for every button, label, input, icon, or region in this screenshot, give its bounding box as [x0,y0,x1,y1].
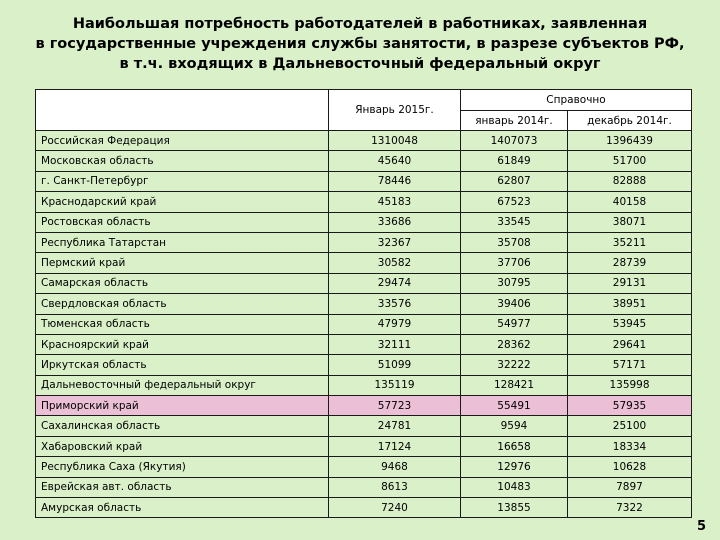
value-jan-2014: 28362 [461,334,568,354]
region-cell: Тюменская область [36,314,329,334]
title-line-2: в государственные учреждения службы занятости, в разрезе субъектов РФ, [35,36,685,52]
value-dec-2014: 1396439 [568,131,692,151]
value-jan-2015: 24781 [329,416,461,436]
value-jan-2014: 33545 [461,212,568,232]
header-dec-2014: декабрь 2014г. [568,111,692,131]
table-row [36,334,692,354]
value-jan-2014: 1407073 [461,131,568,151]
value-jan-2014: 16658 [461,436,568,456]
value-dec-2014: 40158 [568,192,692,212]
header-region-cell [36,90,329,131]
table-row [36,131,692,151]
region-cell: Пермский край [36,253,329,273]
table-row [36,416,692,436]
region-cell: Иркутская область [36,355,329,375]
value-dec-2014: 7322 [568,498,692,518]
region-cell: Московская область [36,151,329,171]
table-row [36,253,692,273]
value-dec-2014: 53945 [568,314,692,334]
table-row [36,232,692,252]
value-dec-2014: 38071 [568,212,692,232]
table-row [36,151,692,171]
value-jan-2015: 30582 [329,253,461,273]
value-jan-2015: 32367 [329,232,461,252]
region-cell: Сахалинская область [36,416,329,436]
value-dec-2014: 29641 [568,334,692,354]
value-jan-2015: 57723 [329,396,461,416]
value-jan-2014: 39406 [461,294,568,314]
table-row [36,396,692,416]
header-jan-2014: январь 2014г. [461,111,568,131]
value-dec-2014: 25100 [568,416,692,436]
value-jan-2015: 7240 [329,498,461,518]
value-jan-2015: 9468 [329,457,461,477]
region-cell: г. Санкт-Петербург [36,171,329,191]
value-jan-2014: 67523 [461,192,568,212]
region-cell: Красноярский край [36,334,329,354]
header-jan-2015: Январь 2015г. [329,90,461,131]
region-cell: Приморский край [36,396,329,416]
value-jan-2015: 45183 [329,192,461,212]
value-jan-2014: 13855 [461,498,568,518]
region-cell: Российская Федерация [36,131,329,151]
region-cell: Республика Татарстан [36,232,329,252]
value-jan-2014: 62807 [461,171,568,191]
region-cell: Ростовская область [36,212,329,232]
header-reference: Справочно [461,90,692,111]
value-jan-2014: 54977 [461,314,568,334]
slide-title [20,14,700,74]
table-row [36,192,692,212]
value-dec-2014: 82888 [568,171,692,191]
value-dec-2014: 10628 [568,457,692,477]
value-dec-2014: 57171 [568,355,692,375]
region-cell: Свердловская область [36,294,329,314]
value-jan-2015: 78446 [329,171,461,191]
title-line-1: Наибольшая потребность работодателей в работниках, заявленная [72,16,648,32]
value-jan-2014: 35708 [461,232,568,252]
value-jan-2015: 32111 [329,334,461,354]
value-jan-2015: 47979 [329,314,461,334]
value-jan-2014: 30795 [461,273,568,293]
value-dec-2014: 51700 [568,151,692,171]
region-cell: Дальневосточный федеральный округ [36,375,329,395]
title-line-3: в т.ч. входящих в Дальневосточный федеральный округ [119,56,601,72]
table-row [36,436,692,456]
value-jan-2015: 1310048 [329,131,461,151]
table-row [36,375,692,395]
value-jan-2015: 135119 [329,375,461,395]
value-dec-2014: 35211 [568,232,692,252]
region-cell: Самарская область [36,273,329,293]
value-jan-2015: 33576 [329,294,461,314]
value-dec-2014: 135998 [568,375,692,395]
value-jan-2014: 61849 [461,151,568,171]
table-row [36,273,692,293]
value-jan-2014: 12976 [461,457,568,477]
table-row [36,457,692,477]
value-jan-2015: 29474 [329,273,461,293]
value-jan-2014: 128421 [461,375,568,395]
value-jan-2014: 32222 [461,355,568,375]
value-jan-2015: 33686 [329,212,461,232]
value-jan-2014: 55491 [461,396,568,416]
value-jan-2015: 8613 [329,477,461,497]
value-dec-2014: 28739 [568,253,692,273]
value-jan-2014: 37706 [461,253,568,273]
table-row [36,498,692,518]
table-row [36,294,692,314]
value-jan-2015: 45640 [329,151,461,171]
table-row [36,171,692,191]
value-jan-2015: 51099 [329,355,461,375]
table-row [36,477,692,497]
value-dec-2014: 29131 [568,273,692,293]
value-jan-2015: 17124 [329,436,461,456]
region-cell: Хабаровский край [36,436,329,456]
table-row [36,314,692,334]
table-row [36,212,692,232]
region-cell: Краснодарский край [36,192,329,212]
region-cell: Республика Саха (Якутия) [36,457,329,477]
region-cell: Амурская область [36,498,329,518]
table-row [36,355,692,375]
value-dec-2014: 38951 [568,294,692,314]
page-number: 5 [697,519,707,534]
region-cell: Еврейская авт. область [36,477,329,497]
vacancy-table [35,89,692,518]
value-jan-2014: 9594 [461,416,568,436]
value-dec-2014: 7897 [568,477,692,497]
value-dec-2014: 57935 [568,396,692,416]
value-dec-2014: 18334 [568,436,692,456]
value-jan-2014: 10483 [461,477,568,497]
